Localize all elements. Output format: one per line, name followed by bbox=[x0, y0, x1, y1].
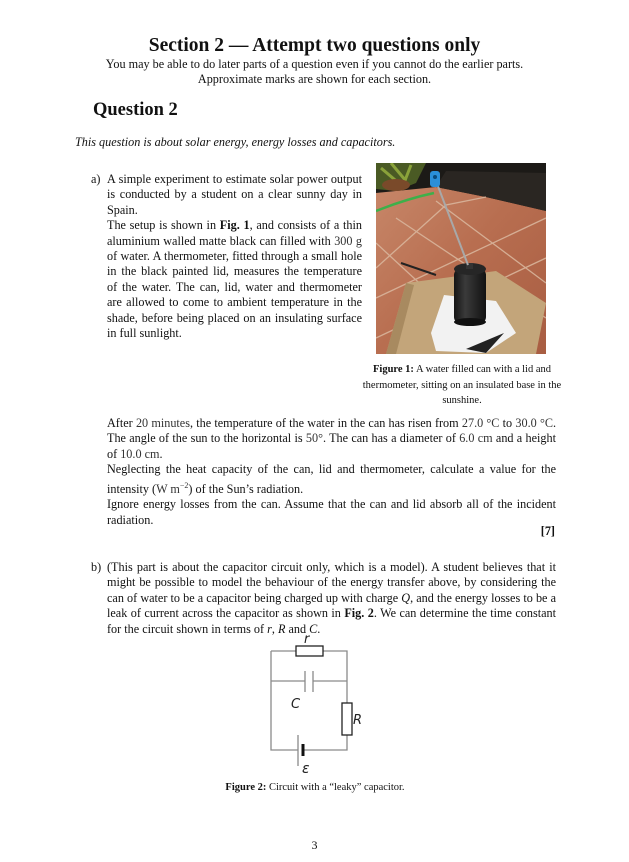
can-height: 10.0 cm bbox=[120, 446, 160, 461]
part-b-description bbox=[107, 560, 556, 637]
start-temperature: 27.0 °C bbox=[461, 416, 500, 430]
text: . bbox=[159, 446, 163, 461]
figure-2-circuit bbox=[255, 630, 375, 775]
charge-symbol: Q bbox=[401, 590, 411, 605]
figure-2-label: Figure 2: bbox=[225, 782, 267, 793]
text: . bbox=[317, 621, 321, 636]
text: The setup is shown in bbox=[107, 218, 220, 233]
figure-2-reference: Fig. 2 bbox=[344, 606, 374, 621]
text: After bbox=[107, 416, 136, 430]
text: (This part is about the capacitor circuit only, which is a model). A student believes that it might be possible to model the behaviour of the energy transfer above, by considering the can of water to be a capacitor being charged up with charge bbox=[107, 560, 556, 605]
text: . The can has a diameter of bbox=[322, 431, 460, 446]
part-a-label: a) bbox=[91, 172, 101, 186]
capacitance-symbol: C bbox=[309, 621, 318, 636]
unit-exponent: −2 bbox=[179, 480, 189, 490]
text: and bbox=[285, 621, 310, 636]
resistor-R bbox=[342, 703, 352, 735]
part-a-paragraph-2 bbox=[107, 218, 362, 341]
time-value: 20 minutes bbox=[135, 416, 190, 430]
page-number: 3 bbox=[311, 838, 318, 852]
label-R: R bbox=[353, 713, 363, 728]
text: , bbox=[271, 621, 278, 636]
part-b-label: b) bbox=[91, 560, 102, 574]
text: , the temperature of the water in the can has risen from bbox=[189, 416, 462, 430]
part-a-task-1 bbox=[107, 462, 556, 497]
resistance-r-symbol: r bbox=[267, 621, 272, 636]
capacitor-c bbox=[305, 671, 313, 692]
text: , and the energy losses to be a leak of current across the capacitor as shown in bbox=[107, 590, 556, 621]
figure-1-label: Figure 1: bbox=[373, 364, 414, 375]
label-emf: ε bbox=[302, 761, 310, 775]
circuit-wires bbox=[271, 651, 347, 750]
end-temperature: 30.0 °C bbox=[515, 416, 553, 430]
label-r: r bbox=[304, 632, 310, 647]
text: to bbox=[499, 416, 516, 430]
text: . The angle of the sun to the horizontal is bbox=[107, 416, 556, 446]
part-a-marks: [7] bbox=[540, 524, 555, 538]
text: and a height of bbox=[107, 431, 556, 461]
text: , and consists of a thin aluminium walled matte black can filled with bbox=[107, 218, 362, 248]
instructions-line-2: Approximate marks are shown for each section. bbox=[197, 72, 432, 86]
figure-1-reference: Fig. 1 bbox=[219, 218, 250, 233]
figure-1-caption bbox=[362, 362, 562, 409]
part-a-data bbox=[107, 416, 556, 462]
figure-2-caption-text: Circuit with a “leaky” capacitor. bbox=[266, 782, 405, 793]
can-diameter: 6.0 cm bbox=[459, 431, 493, 446]
sun-angle: 50° bbox=[305, 431, 323, 446]
figure-1-caption-text: A water filled can with a lid and thermometer, sitting on an insulated base in the sunshine. bbox=[362, 364, 562, 406]
text: Neglecting the heat capacity of the can, lid and thermometer, calculate a value for the intensity ( bbox=[107, 462, 556, 496]
part-a-paragraph-1: A simple experiment to estimate solar power output is conducted by a student on a clear sunny day in Spain. bbox=[107, 172, 362, 217]
part-a-description bbox=[107, 172, 362, 341]
section-title: Section 2 — Attempt two questions only bbox=[148, 35, 481, 56]
text: . We can determine the time constant for the circuit shown in terms of bbox=[107, 606, 556, 636]
instructions-line-1: You may be able to do later parts of a question even if you cannot do the earlier parts. bbox=[105, 57, 524, 71]
text: of water. A thermometer, fitted through a small hole in the black painted lid, measures the temperature of the water. The can, lid, water and thermometer are allowed to come to ambient temperature in the shade, before being placed on an insulating surface in full sunlight. bbox=[107, 249, 362, 341]
figure-2-caption bbox=[150, 780, 480, 796]
intensity-unit: W m bbox=[156, 481, 180, 496]
black-can bbox=[454, 263, 486, 326]
resistor-r bbox=[296, 646, 323, 656]
mass-value: 300 g bbox=[334, 233, 363, 248]
figure-1-photo bbox=[376, 163, 546, 354]
label-C: C bbox=[291, 697, 301, 712]
text: ) of the Sun’s radiation. bbox=[188, 481, 304, 496]
question-title: Question 2 bbox=[93, 100, 178, 120]
part-a-question bbox=[107, 416, 556, 528]
resistance-R-symbol: R bbox=[277, 621, 286, 636]
thermometer-tag-icon bbox=[430, 171, 440, 187]
question-intro: This question is about solar energy, energy losses and capacitors. bbox=[75, 135, 396, 149]
part-a-task-2: Ignore energy losses from the can. Assume that the can and lid absorb all of the incident radiation. bbox=[107, 497, 556, 527]
